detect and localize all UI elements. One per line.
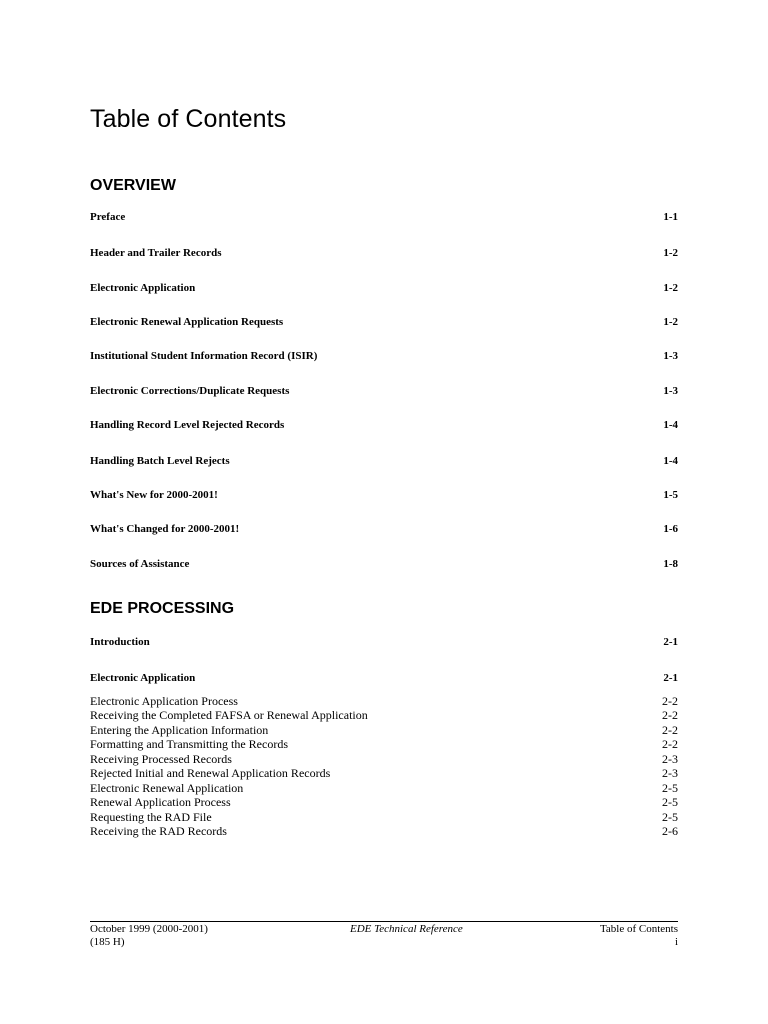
toc-subentry-label: Receiving the Completed FAFSA or Renewal Application [90,708,368,722]
toc-entry-label: Handling Record Level Rejected Records [90,419,285,431]
toc-entry-label: Electronic Renewal Application Requests [90,316,284,328]
toc-subentry-label: Receiving the RAD Records [90,824,227,838]
toc-subentry-page: 2-3 [662,766,678,780]
toc-entry-page: 1-2 [663,247,678,259]
toc-entry-label: Institutional Student Information Record (ISIR) [90,350,318,362]
toc-subentry-page: 2-5 [662,809,678,824]
toc-entry-page: 1-8 [663,558,678,570]
toc-subentry[interactable] [90,737,678,752]
toc-entry-label: Electronic Application [90,672,196,684]
toc-entry-label: Electronic Application [90,282,196,294]
toc-subentry[interactable] [90,723,678,738]
toc-subentry-label: Rejected Initial and Renewal Application Records [90,766,331,780]
toc-subentry-page: 2-3 [662,751,678,766]
toc-subentry[interactable] [90,694,678,709]
toc-subentry[interactable] [90,795,678,810]
toc-entry-label: Introduction [90,636,150,648]
toc-entry[interactable] [90,417,678,433]
toc-subentry-page: 2-6 [662,824,678,838]
toc-entry-page: 1-2 [663,316,678,328]
toc-entry[interactable] [90,487,678,503]
toc-entry[interactable] [90,453,678,469]
toc-subentry[interactable] [90,752,678,767]
toc-entry[interactable] [90,383,678,399]
toc-subentry-label: Receiving Processed Records [90,751,232,766]
footer-divider [90,921,678,922]
toc-entry-label: Preface [90,211,126,223]
toc-entry-label: What's Changed for 2000-2001! [90,523,240,535]
toc-entry-page: 1-2 [663,282,678,294]
footer-document-title: EDE Technical Reference [350,923,463,935]
toc-subentry-label: Electronic Application Process [90,693,238,708]
toc-entry-label: Sources of Assistance [90,558,190,570]
footer-date: October 1999 (2000-2001) [90,923,208,935]
toc-entry[interactable] [90,348,678,364]
toc-entry[interactable] [90,556,678,572]
toc-entry-page: 1-3 [663,350,678,362]
toc-subentry[interactable] [90,708,678,723]
footer-code: (185 H) [90,936,125,948]
toc-entry[interactable] [90,521,678,537]
toc-subentry-label: Entering the Application Information [90,722,269,737]
toc-subentry-page: 2-5 [662,795,678,809]
toc-subentry-label: Requesting the RAD File [90,809,212,824]
toc-subentry-label: Renewal Application Process [90,795,231,809]
toc-entry[interactable] [90,209,678,225]
toc-subentry[interactable] [90,781,678,796]
toc-entry-page: 2-1 [663,636,678,648]
toc-entry-label: What's New for 2000-2001! [90,489,218,501]
toc-entry-page: 1-5 [663,489,678,501]
toc-entry-page: 1-6 [663,523,678,535]
toc-entry-page: 2-1 [663,672,678,684]
toc-entry[interactable] [90,670,678,686]
toc-subentry-label: Electronic Renewal Application [90,780,244,795]
toc-subentry-label: Formatting and Transmitting the Records [90,737,288,751]
toc-subentry[interactable] [90,810,678,825]
section-heading-overview: OVERVIEW [90,177,176,194]
section-heading-ede-processing: EDE PROCESSING [90,600,235,617]
page-title: Table of Contents [90,105,287,133]
toc-subentry-page: 2-5 [662,780,678,795]
toc-entry[interactable] [90,245,678,261]
toc-subentry-page: 2-2 [662,708,678,722]
toc-subentry[interactable] [90,766,678,781]
toc-entry-label: Handling Batch Level Rejects [90,455,230,467]
toc-subentry-page: 2-2 [662,722,678,737]
toc-subentry-page: 2-2 [662,737,678,751]
toc-entry-page: 1-1 [663,211,678,223]
page-footer [90,923,678,949]
toc-entry-page: 1-4 [663,455,678,467]
toc-entry[interactable] [90,280,678,296]
toc-entry-page: 1-3 [663,385,678,397]
toc-entry-page: 1-4 [663,419,678,431]
toc-subentry[interactable] [90,824,678,839]
footer-section-title: Table of Contents [599,923,678,935]
footer-page-number: i [674,936,678,948]
toc-subentry-page: 2-2 [662,693,678,708]
toc-entry-label: Header and Trailer Records [90,247,222,259]
toc-entry[interactable] [90,634,678,650]
toc-entry-label: Electronic Corrections/Duplicate Requests [90,385,290,397]
toc-entry[interactable] [90,314,678,330]
